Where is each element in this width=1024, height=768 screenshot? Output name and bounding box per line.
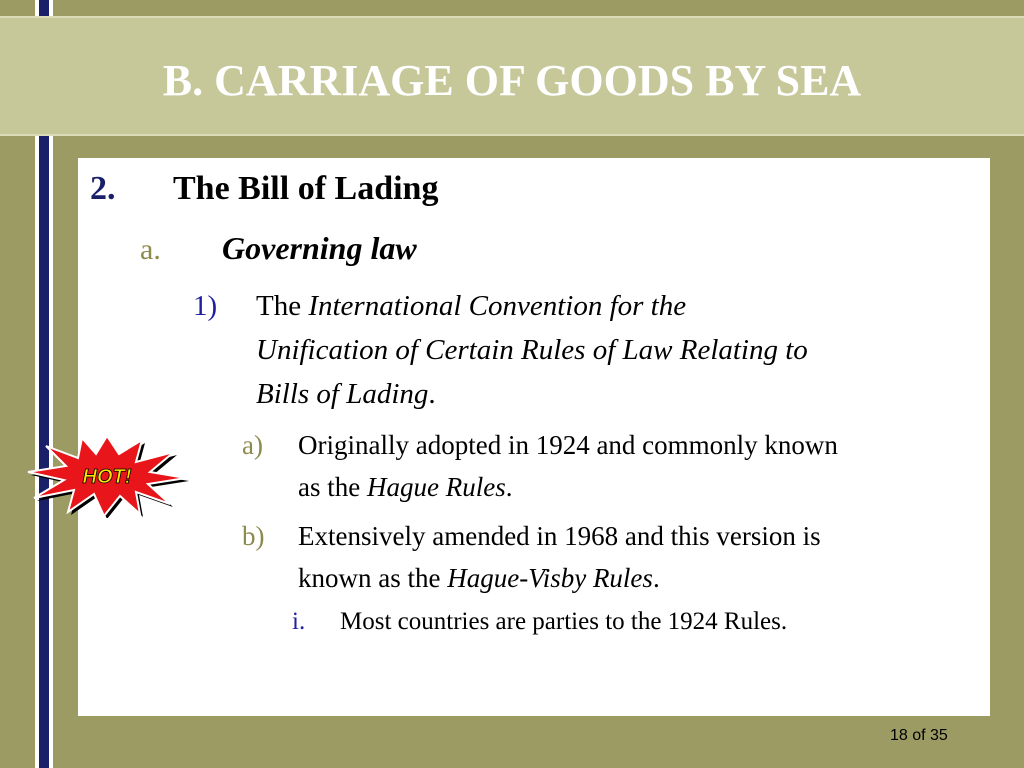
hague-line-2-prefix: as the [298,472,367,502]
convention-title-line-2: Unification of Certain Rules of Law Relating to [256,334,808,366]
hague-line-1: Originally adopted in 1924 and commonly known [298,430,838,460]
hague-visby-term: Hague-Visby Rules [447,563,653,593]
outline-text-convention [256,284,808,416]
outline-text-hague-visby [298,515,821,599]
hague-line-2 [298,466,838,508]
convention-title-line-1: International Convention for the [308,290,687,322]
outline-text-hague-rules [298,424,838,508]
page-indicator: 18 of 35 [890,727,948,744]
starburst-icon [24,432,190,518]
convention-line-1 [256,284,808,328]
outline-subheading-governing-law: Governing law [222,230,417,266]
outline-text-most-countries: Most countries are parties to the 1924 Rules. [340,608,788,635]
outline-number-6: i. [292,608,306,635]
convention-line-3 [256,372,808,416]
hague-rules-term: Hague Rules [366,472,506,502]
outline-number-1: 2. [90,170,116,207]
outline-number-2: a. [140,233,161,266]
visby-line-1: Extensively amended in 1968 and this version is [298,521,821,551]
convention-prefix: The [256,290,309,322]
hot-label: HOT! [82,466,132,488]
convention-line-2 [256,328,808,372]
hague-line-2-suffix: . [505,472,513,502]
slide-title: B. CARRIAGE OF GOODS BY SEA [162,56,862,105]
outline-number-5: b) [242,521,265,551]
visby-line-2 [298,557,821,599]
outline-heading-bill-of-lading: The Bill of Lading [173,170,439,207]
outline-number-4: a) [242,430,263,460]
visby-line-2-suffix: . [652,563,660,593]
visby-line-2-prefix: known as the [298,563,448,593]
outline-number-3: 1) [193,290,218,322]
convention-suffix: . [428,378,436,410]
convention-title-line-3: Bills of Lading [256,378,429,410]
